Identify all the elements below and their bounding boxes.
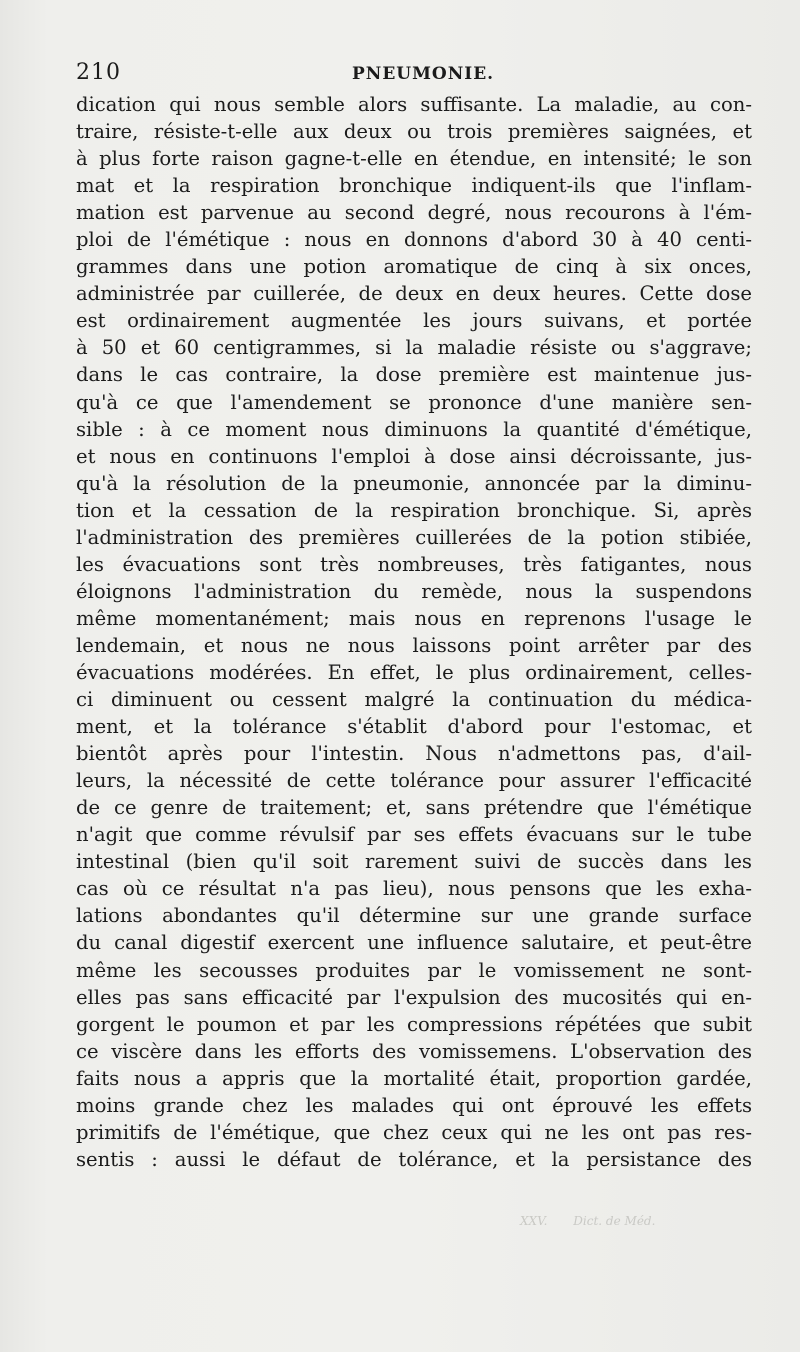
text-line: même momentanément; mais nous en reprenons l'usage le (76, 606, 752, 630)
text-line: l'administration des premières cuillerées de la potion stibiée, (76, 525, 752, 549)
body-text (76, 91, 752, 1173)
text-line: même les secousses produites par le vomissement ne sont- (76, 958, 752, 982)
text-line: bientôt après pour l'intestin. Nous n'admettons pas, d'ail- (76, 742, 752, 766)
text-line: est ordinairement augmentée les jours suivans, et portée (76, 309, 752, 333)
text-line: elles pas sans efficacité par l'expulsion des mucosités qui en- (76, 985, 752, 1009)
text-line: qu'à la résolution de la pneumonie, annoncée par la diminu- (76, 471, 752, 495)
text-line: grammes dans une potion aromatique de cinq à six onces, (76, 255, 752, 279)
text-line: éloignons l'administration du remède, nous la suspendons (76, 579, 752, 603)
text-line: et nous en continuons l'emploi à dose ainsi décroissante, jus- (76, 444, 752, 468)
text-line: dans le cas contraire, la dose première est maintenue jus- (76, 363, 752, 387)
text-line: qu'à ce que l'amendement se prononce d'une manière sen- (76, 390, 752, 414)
text-line: à 50 et 60 centigrammes, si la maladie résiste ou s'aggrave; (76, 336, 752, 360)
running-head: PNEUMONIE. (352, 64, 495, 84)
text-line: dication qui nous semble alors suffisante. La maladie, au con- (76, 93, 752, 116)
text-line: faits nous a appris que la mortalité était, proportion gardée, (76, 1066, 752, 1090)
text-line: cas où ce résultat n'a pas lieu), nous pensons que les exha- (76, 877, 752, 901)
text-line: évacuations modérées. En effet, le plus ordinairement, celles- (76, 660, 752, 684)
text-line: de ce genre de traitement; et, sans prétendre que l'émétique (76, 796, 752, 820)
text-line: sible : à ce moment nous diminuons la quantité d'émétique, (76, 417, 752, 441)
text-line: traire, résiste-t-elle aux deux ou trois premières saignées, et (76, 120, 752, 144)
text-line: sentis : aussi le défaut de tolérance, et la persistance des (76, 1147, 752, 1171)
text-line: ment, et la tolérance s'établit d'abord pour l'estomac, et (76, 715, 752, 739)
text-line: tion et la cessation de la respiration bronchique. Si, après (76, 498, 752, 522)
footer-signature: Dict. de Méd. (573, 1214, 656, 1228)
text-line: primitifs de l'émétique, que chez ceux qui ne les ont pas res- (76, 1120, 752, 1144)
page-footer (520, 1214, 760, 1234)
text-line: gorgent le poumon et par les compressions répétées que subit (76, 1012, 752, 1036)
text-line: mation est parvenue au second degré, nous recourons à l'ém- (76, 201, 752, 225)
text-line: n'agit que comme révulsif par ses effets évacuans sur le tube (76, 823, 752, 847)
text-line: leurs, la nécessité de cette tolérance pour assurer l'efficacité (76, 769, 752, 793)
text-line: mat et la respiration bronchique indiquent-ils que l'inflam- (76, 174, 752, 198)
page-number: 210 (76, 60, 121, 85)
text-line: ci diminuent ou cessent malgré la continuation du médica- (76, 688, 752, 712)
text-line: moins grande chez les malades qui ont éprouvé les effets (76, 1093, 752, 1117)
text-line: ploi de l'émétique : nous en donnons d'abord 30 à 40 centi- (76, 228, 752, 252)
text-line: lendemain, et nous ne nous laissons point arrêter par des (76, 633, 752, 657)
page-header (76, 60, 752, 88)
text-line: les évacuations sont très nombreuses, très fatigantes, nous (76, 552, 752, 576)
footer-volume: XXV. (520, 1214, 548, 1228)
text-line: intestinal (bien qu'il soit rarement suivi de succès dans les (76, 850, 752, 874)
text-line: ce viscère dans les efforts des vomissemens. L'observation des (76, 1039, 752, 1063)
text-line: administrée par cuillerée, de deux en deux heures. Cette dose (76, 282, 752, 306)
text-line: lations abondantes qu'il détermine sur une grande surface (76, 904, 752, 928)
text-line: du canal digestif exercent une influence salutaire, et peut-être (76, 931, 752, 955)
text-line: à plus forte raison gagne-t-elle en étendue, en intensité; le son (76, 147, 752, 171)
